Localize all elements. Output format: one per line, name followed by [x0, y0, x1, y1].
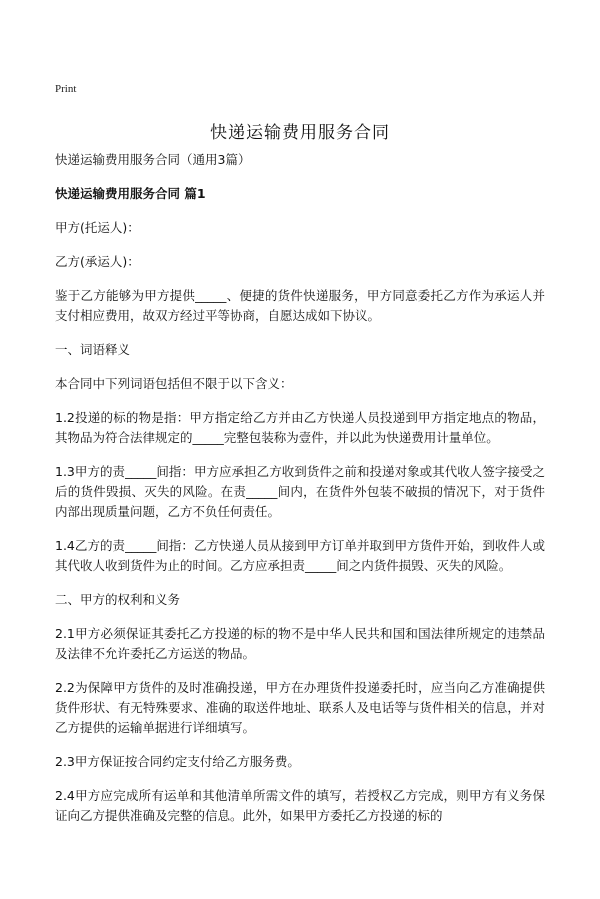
paragraph: 二、甲方的权利和义务 — [55, 592, 181, 607]
section-heading: 快递运输费用服务合同 篇1 — [55, 186, 206, 201]
print-label: Print — [55, 83, 77, 95]
paragraph: 2.1甲方必须保证其委托乙方投递的标的物不是中华人民共和国和国法律所规定的违禁品及法律不允许委托乙方运送的物品。 — [55, 626, 545, 661]
paragraph: 2.2为保障甲方货件的及时准确投递，甲方在办理货件投递委托时，应当向乙方准确提供货件形状、有无特殊要求、准确的取送件地址、联系人及电话等与货件相关的信息，并对乙方提供的运输单据进行详细填写。 — [55, 680, 545, 735]
paragraph: 甲方(托运人)： — [55, 220, 140, 235]
paragraph: 鉴于乙方能够为甲方提供_____、便捷的货件快递服务，甲方同意委托乙方作为承运人并支付相应费用，故双方经过平等协商，自愿达成如下协议。 — [55, 288, 545, 323]
paragraph: 1.2投递的标的物是指：甲方指定给乙方并由乙方快递人员投递到甲方指定地点的物品，其物品为符合法律规定的_____完整包装称为壹件，并以此为快递费用计量单位。 — [55, 410, 545, 445]
paragraph: 一、词语释义 — [55, 342, 131, 357]
paragraph: 1.3甲方的责_____间指：甲方应承担乙方收到货件之前和投递对象或其代收人签字接受之后的货件毁损、灭失的风险。在责_____间内，在货件外包装不破损的情况下，对于货件内部出现质量问题，乙方不负任何责任。 — [55, 464, 545, 519]
paragraph: 1.4乙方的责_____间指：乙方快递人员从接到甲方订单并取到甲方货件开始，到收件人或其代收人收到货件为止的时间。乙方应承担责_____间之内货件损毁、灭失的风险。 — [55, 538, 545, 573]
paragraph: 乙方(承运人)： — [55, 254, 140, 269]
paragraph: 快递运输费用服务合同（通用3篇） — [55, 152, 251, 167]
paragraph: 本合同中下列词语包括但不限于以下含义： — [55, 376, 293, 391]
paragraph: 2.4甲方应完成所有运单和其他清单所需文件的填写，若授权乙方完成，则甲方有义务保证向乙方提供准确及完整的信息。此外，如果甲方委托乙方投递的标的 — [55, 788, 545, 823]
document-body — [55, 150, 545, 840]
paragraph: 2.3甲方保证按合同约定支付给乙方服务费。 — [55, 754, 300, 769]
document-title: 快递运输费用服务合同 — [210, 123, 390, 143]
